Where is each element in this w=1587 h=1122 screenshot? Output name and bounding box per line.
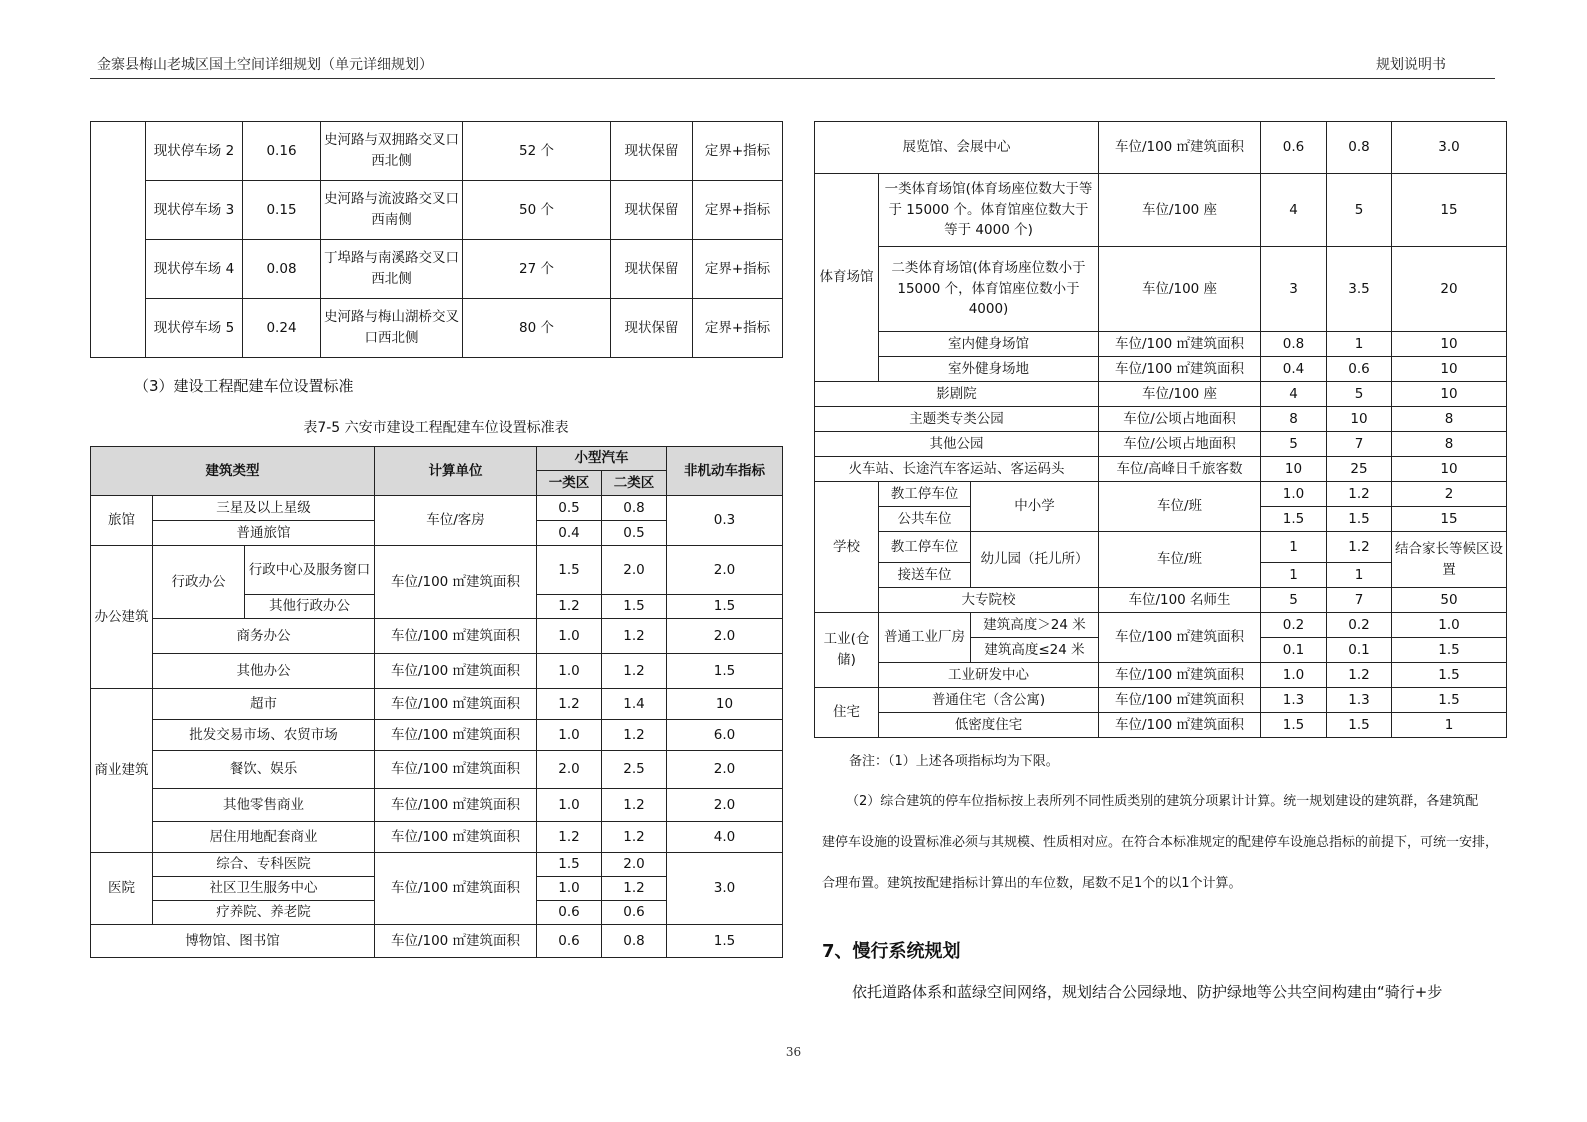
- table-row: 室外健身场地 车位/100 ㎡建筑面积 0.4 0.6 10: [815, 357, 1507, 382]
- table-caption: 表7-5 六安市建设工程配建车位设置标准表: [303, 420, 569, 436]
- subsection-heading: （3）建设工程配建车位设置标准: [134, 377, 354, 395]
- existing-parking-table: [90, 121, 783, 358]
- cell-status: 现状保留: [611, 299, 693, 358]
- header-divider: [90, 78, 1495, 79]
- group-commercial: 商业建筑: [91, 689, 153, 853]
- section-heading: 7、慢行系统规划: [822, 941, 961, 962]
- parking-standard-table-part1: [90, 446, 783, 958]
- cell-area: 0.16: [243, 122, 321, 181]
- table-row: [91, 240, 783, 299]
- table-row: 低密度住宅 车位/100 ㎡建筑面积 1.5 1.5 1: [815, 713, 1507, 738]
- cell-loc: 史河路与双拥路交叉口西北侧: [321, 122, 463, 181]
- cell-loc: 史河路与流波路交叉口西南侧: [321, 181, 463, 240]
- col-zone-1: 一类区: [537, 471, 602, 496]
- table-row: 二类体育场馆(体育场座位数小于 15000 个，体育馆座位数小于 4000) 车位/100 座 3 3.5 20: [815, 247, 1507, 332]
- table-row: [91, 181, 783, 240]
- document-header-type: 规划说明书: [1376, 57, 1446, 73]
- table-row: 体育场馆 一类体育场馆(体育场座位数大于等于 15000 个。体育馆座位数大于等于 4000 个) 车位/100 座 4 5 15: [815, 174, 1507, 247]
- note-line-2: （2）综合建筑的停车位指标按上表所列不同性质类别的建筑分项累计计算。统一规划建设的建筑群，各建筑配: [846, 794, 1479, 809]
- cell-ctrl: 定界+指标: [693, 181, 783, 240]
- cell-count: 80 个: [463, 299, 611, 358]
- section-paragraph: 依托道路体系和蓝绿空间网络，规划结合公园绿地、防护绿地等公共空间构建由“骑行+步: [852, 983, 1443, 1001]
- table-row: [91, 299, 783, 358]
- note-line-1: 备注：（1）上述各项指标均为下限。: [849, 754, 1059, 769]
- group-hotel: 旅馆: [91, 496, 153, 546]
- cell-area: 0.15: [243, 181, 321, 240]
- cell-ctrl: 定界+指标: [693, 122, 783, 181]
- group-sports: 体育场馆: [815, 174, 879, 382]
- col-small-car: 小型汽车: [537, 447, 667, 471]
- cell-name: 现状停车场 2: [146, 122, 243, 181]
- group-office: 办公建筑: [91, 546, 153, 689]
- table-row: 展览馆、会展中心 车位/100 ㎡建筑面积 0.6 0.8 3.0: [815, 122, 1507, 174]
- cell-name: 现状停车场 5: [146, 299, 243, 358]
- table-row: 学校 教工停车位 中小学 车位/班 1.0 1.2 2: [815, 482, 1507, 507]
- table-row: 旅馆 三星及以上星级 车位/客房 0.5 0.8 0.3: [91, 496, 783, 521]
- note-line-4: 合理布置。建筑按配建指标计算出的车位数，尾数不足1个的以1个计算。: [822, 876, 1242, 891]
- group-industrial: 工业(仓储): [815, 613, 879, 688]
- table-row: 其他公园 车位/公顷占地面积 5 7 8: [815, 432, 1507, 457]
- cell-ctrl: 定界+指标: [693, 299, 783, 358]
- table-row: 大专院校 车位/100 名师生 5 7 50: [815, 588, 1507, 613]
- cell-name: 现状停车场 4: [146, 240, 243, 299]
- table-row: 普通旅馆 0.4 0.5: [91, 521, 783, 546]
- table-row: 影剧院 车位/100 座 4 5 10: [815, 382, 1507, 407]
- cell-name: 现状停车场 3: [146, 181, 243, 240]
- group-school: 学校: [815, 482, 879, 613]
- category-cell: [91, 122, 146, 358]
- cell-loc: 史河路与梅山湖桥交叉口西北侧: [321, 299, 463, 358]
- group-residential: 住宅: [815, 688, 879, 738]
- note-line-3: 建停车设施的设置标准必须与其规模、性质相对应。在符合本标准规定的配建停车设施总指标的前提下，可统一安排，: [822, 835, 1499, 850]
- cell-ctrl: 定界+指标: [693, 240, 783, 299]
- page-number: 36: [785, 1045, 802, 1059]
- table-row: 室内健身场馆 车位/100 ㎡建筑面积 0.8 1 10: [815, 332, 1507, 357]
- cell-loc: 丁埠路与南溪路交叉口西北侧: [321, 240, 463, 299]
- table-row: 办公建筑 行政办公 行政中心及服务窗口 车位/100 ㎡建筑面积 1.5 2.0 2.0: [91, 546, 783, 595]
- cell-status: 现状保留: [611, 240, 693, 299]
- table-row: 工业(仓储) 普通工业厂房 建筑高度＞24 米 车位/100 ㎡建筑面积 0.2 0.2 1.0: [815, 613, 1507, 638]
- cell-status: 现状保留: [611, 181, 693, 240]
- table-row: 其他办公 车位/100 ㎡建筑面积 1.0 1.2 1.5: [91, 654, 783, 689]
- table-row: 社区卫生服务中心 1.0 1.2: [91, 877, 783, 901]
- group-hospital: 医院: [91, 853, 153, 925]
- table-row: 商业建筑 超市 车位/100 ㎡建筑面积 1.2 1.4 10: [91, 689, 783, 720]
- cell-count: 52 个: [463, 122, 611, 181]
- cell-area: 0.08: [243, 240, 321, 299]
- existing-parking-rows: [91, 122, 783, 358]
- cell-area: 0.24: [243, 299, 321, 358]
- table-row: 博物馆、图书馆 车位/100 ㎡建筑面积 0.6 0.8 1.5: [91, 925, 783, 958]
- col-calc-unit: 计算单位: [375, 447, 537, 496]
- cell-count: 50 个: [463, 181, 611, 240]
- table-row: 商务办公 车位/100 ㎡建筑面积 1.0 1.2 2.0: [91, 619, 783, 654]
- table-row: 其他行政办公 1.2 1.5 1.5: [91, 595, 783, 619]
- col-zone-2: 二类区: [602, 471, 667, 496]
- table-row: 疗养院、养老院 0.6 0.6: [91, 901, 783, 925]
- table-row: 居住用地配套商业 车位/100 ㎡建筑面积 1.2 1.2 4.0: [91, 822, 783, 853]
- cell-count: 27 个: [463, 240, 611, 299]
- table-row: 住宅 普通住宅（含公寓) 车位/100 ㎡建筑面积 1.3 1.3 1.5: [815, 688, 1507, 713]
- table-row: 火车站、长途汽车客运站、客运码头 车位/高峰日千旅客数 10 25 10: [815, 457, 1507, 482]
- table-row: 餐饮、娱乐 车位/100 ㎡建筑面积 2.0 2.5 2.0: [91, 751, 783, 789]
- table-row: 建筑高度≤24 米 0.1 0.1 1.5: [815, 638, 1507, 663]
- table-row: 公共车位 1.5 1.5 15: [815, 507, 1507, 532]
- table-row: 工业研发中心 车位/100 ㎡建筑面积 1.0 1.2 1.5: [815, 663, 1507, 688]
- table-row: 医院 综合、专科医院 车位/100 ㎡建筑面积 1.5 2.0 3.0: [91, 853, 783, 877]
- table-row: 教工停车位 幼儿园（托儿所） 车位/班 1 1.2 结合家长等候区设置: [815, 532, 1507, 563]
- col-non-motor: 非机动车指标: [667, 447, 783, 496]
- table-row: 接送车位 1 1: [815, 563, 1507, 588]
- table-row: [91, 122, 783, 181]
- table-row: 批发交易市场、农贸市场 车位/100 ㎡建筑面积 1.0 1.2 6.0: [91, 720, 783, 751]
- table-row: 主题类专类公园 车位/公顷占地面积 8 10 8: [815, 407, 1507, 432]
- cell-status: 现状保留: [611, 122, 693, 181]
- document-header-title: 金寨县梅山老城区国土空间详细规划（单元详细规划）: [97, 57, 433, 73]
- col-building-type: 建筑类型: [91, 447, 375, 496]
- table-row: 其他零售商业 车位/100 ㎡建筑面积 1.0 1.2 2.0: [91, 789, 783, 822]
- parking-standard-table-part2: [814, 121, 1507, 738]
